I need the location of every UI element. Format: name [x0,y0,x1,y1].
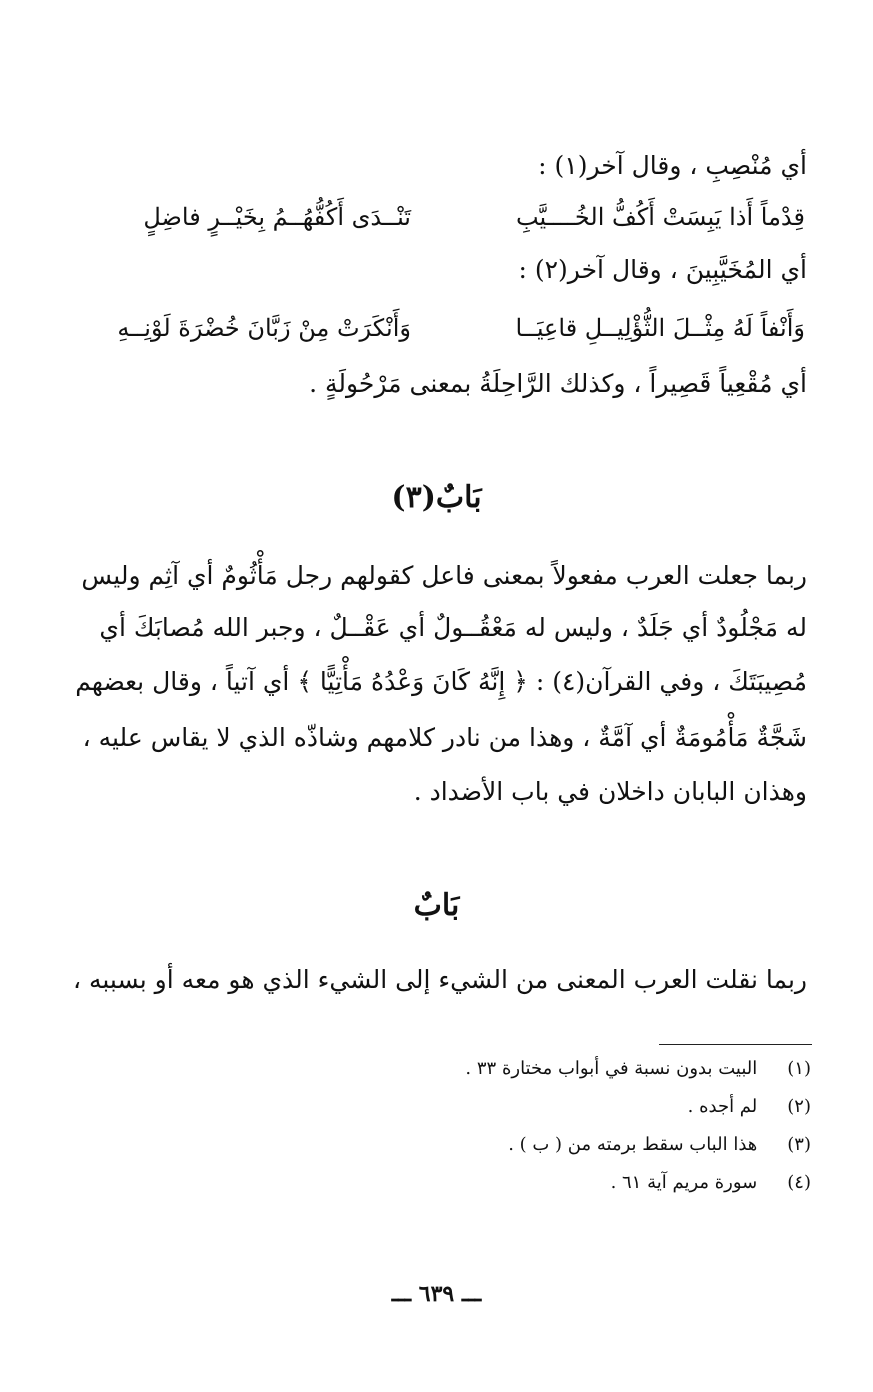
paragraph-line: وهذان البابان داخلان في باب الأضداد . [413,777,807,806]
footnote-number: (١) [787,1058,811,1079]
page-number: ـــ ٦٣٩ ـــ [391,1281,482,1307]
footnote-text: هذا الباب سقط برمته من ( ب ) . [508,1134,758,1155]
footnote [465,1054,811,1084]
footnote [611,1168,811,1198]
footnote-text: البيت بدون نسبة في أبواب مختارة ٣٣ . [465,1058,758,1079]
section-heading: بَابٌ(٣) [391,480,482,515]
verse-hemistich: تَنْــدَى أَكُفُّهُــمُ بِخَيْــرٍ فاضِلٍ [143,203,411,231]
footnote-number: (٤) [787,1172,811,1193]
footnote-text: سورة مريم آية ٦١ . [610,1172,758,1193]
footnote [508,1130,811,1160]
verse-hemistich: وَأَنْفاً لَهُ مِثْــلَ الثُّؤْلِيــلِ قاعِيَــا [515,314,805,342]
footnote-separator [659,1044,812,1045]
footnote-number: (٢) [787,1096,811,1117]
verse-hemistich: وَأَنْكَرَتْ مِنْ زَبَّانَ خُضْرَةَ لَوْنِــهِ [117,314,411,342]
footnote-number: (٣) [787,1134,811,1155]
paragraph-line: ربما جعلت العرب مفعولاً بمعنى فاعل كقولهم رجل مَأْثُومٌ أي آثِم وليس [81,561,807,590]
footnote-text: لم أجده . [687,1096,758,1117]
paragraph-line: له مَجْلُودٌ أي جَلَدٌ ، وليس له مَعْقُــولٌ أي عَقْــلٌ ، وجبر الله مُصابَكَ أي [99,613,807,642]
paragraph-line: شَجَّةٌ مَأْمُومَةٌ أي آمَّةٌ ، وهذا من نادر كلامهم وشاذّه الذي لا يقاس عليه ، [82,723,807,752]
verse-hemistich: قِدْماً أَذا يَبِسَتْ أَكُفُّ الخُــــيَّبِ [515,203,805,231]
text-line: أي مُنْصِبِ ، وقال آخر(١) : [538,151,807,180]
footnote [688,1092,811,1122]
paragraph-line: مُصِيبَتَكَ ، وفي القرآن(٤) : ﴿ إِنَّهُ كَانَ وَعْدُهُ مَأْتِيًّا ﴾ أي آتياً ، وقال بعضهم [75,667,807,696]
paragraph-line: ربما نقلت العرب المعنى من الشيء إلى الشيء الذي هو معه أو بسببه ، [72,965,807,994]
text-line: أي المُخَيَّبِينَ ، وقال آخر(٢) : [518,255,807,284]
text-line: أي مُقْعِياً قَصِيراً ، وكذلك الرَّاحِلَةُ بمعنى مَرْحُولَةٍ . [309,369,807,398]
section-heading: بَابٌ [413,888,460,923]
